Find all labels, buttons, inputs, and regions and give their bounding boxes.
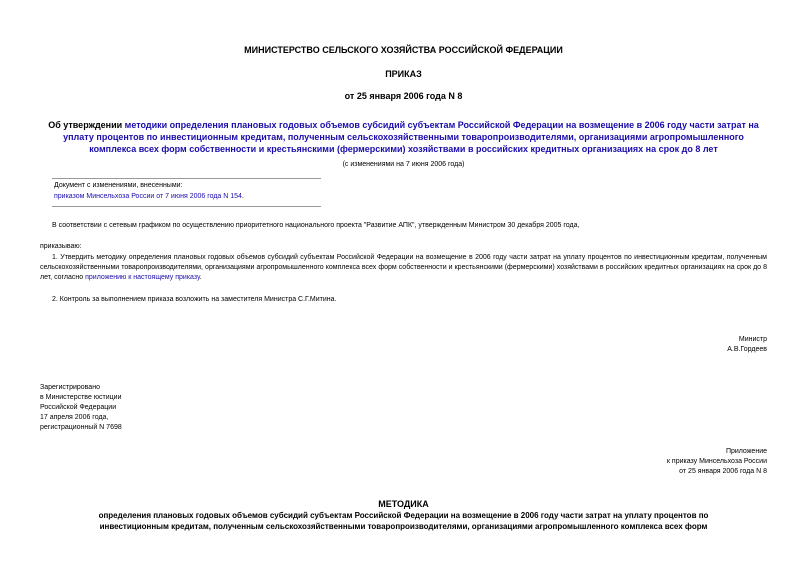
appendix-ref-line: Приложение — [725, 448, 767, 455]
registration-line: регистрационный N 7698 — [40, 424, 122, 431]
intro-paragraph: В соответствии с сетевым графиком по осуществлению приоритетного национального проекта "Развитие АПК", утвержденным Министром 30 декабря 2005 года, — [52, 222, 580, 229]
methodology-subtitle-line-2: инвестиционным кредитам, полученным сельскохозяйственными товаропроизводителями, организациями агропромышленного комплекса всех форм — [99, 522, 708, 531]
appendix-ref-line: от 25 января 2006 года N 8 — [679, 468, 767, 475]
appendix-reference — [567, 447, 767, 477]
signature-name: А.В.Гордеев — [727, 346, 767, 353]
order-item-1-end: . — [199, 274, 202, 281]
doc-type-heading: ПРИКАЗ — [385, 69, 422, 79]
changes-box-label: Документ с изменениями, внесенными: — [54, 182, 183, 189]
registration-block — [40, 383, 240, 433]
title-prefix: Об утверждении — [48, 120, 125, 130]
changes-bottom-rule — [52, 206, 321, 207]
registration-line: Российской Федерации — [40, 404, 117, 411]
order-title — [44, 119, 763, 155]
order-item-1-text: 1. Утвердить методику определения плановых годовых объемов субсидий субъектам Российской Федерации на возмещение в 2006 году части затрат на уплату процентов по инвестиционным кредитам, полученным сельскохозяйственными товаропроизводителями, организациями агропромышленного комплекса всех форм собственности и крестьянскими (фермерскими) хозяйствами в российских кредитных организациях на срок до 8 лет, согласно — [40, 254, 767, 281]
registration-line: Зарегистрировано — [40, 384, 100, 391]
amending-order-link[interactable]: приказом Минсельхоза России от 7 июня 2006 года N 154 — [54, 193, 242, 200]
registration-line: в Министерстве юстиции — [40, 394, 122, 401]
amendment-note: (с изменениями на 7 июня 2006 года) — [342, 161, 465, 168]
registration-line: 17 апреля 2006 года, — [40, 414, 109, 421]
appendix-ref-line: к приказу Минсельхоза России — [666, 458, 767, 465]
order-item-1 — [40, 253, 767, 283]
changes-box-suffix: . — [241, 193, 244, 200]
signature-position: Министр — [738, 336, 767, 343]
order-date: от 25 января 2006 года N 8 — [344, 91, 463, 101]
order-item-2: 2. Контроль за выполнением приказа возложить на заместителя Министра С.Г.Митина. — [52, 296, 337, 303]
ministry-heading: МИНИСТЕРСТВО СЕЛЬСКОГО ХОЗЯЙСТВА РОССИЙСКОЙ ФЕДЕРАЦИИ — [244, 45, 563, 55]
methodology-subtitle-line-1: определения плановых годовых объемов субсидий субъектам Российской Федерации на возмещение в 2006 году части затрат на уплату процентов по — [98, 511, 709, 520]
methodology-title-link[interactable]: методики определения плановых годовых объемов субсидий субъектам Российской Федерации на возмещение в 2006 году части затрат на уплату процентов по инвестиционным кредитам, полученным сельскохозяйственными товаропроизводителями, организациями агропромышленного комплекса всех форм собственности и крестьянскими (фермерскими) хозяйствами в российских кредитных организациях на срок до 8 лет — [63, 120, 759, 154]
changes-box-entry — [54, 192, 321, 202]
order-word: приказываю: — [40, 243, 82, 250]
appendix-link[interactable]: приложению к настоящему приказу — [85, 274, 200, 281]
changes-top-rule — [52, 178, 321, 179]
methodology-heading: МЕТОДИКА — [378, 499, 429, 509]
